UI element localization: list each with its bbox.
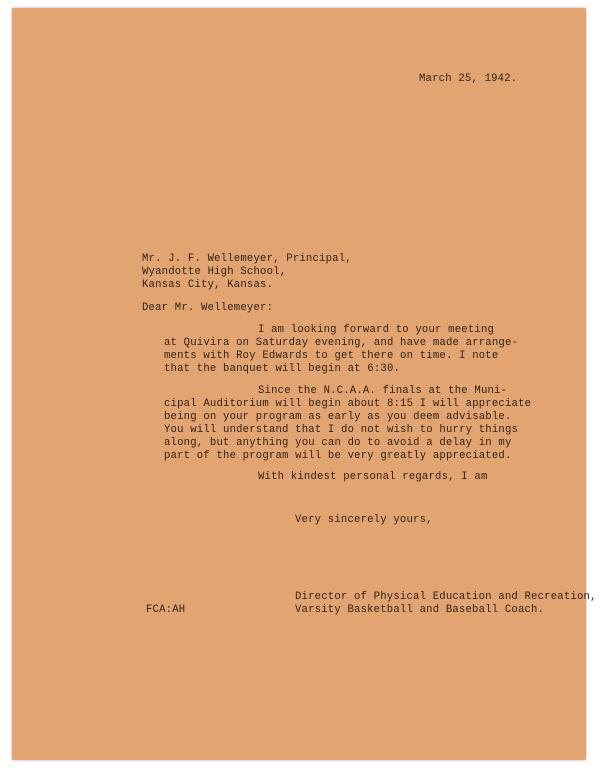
paragraph-1-line: ments with Roy Edwards to get there on time. I note: [164, 350, 499, 362]
reference-initials: FCA:AH: [146, 604, 186, 616]
closing-remark: With kindest personal regards, I am: [258, 471, 488, 483]
letter-page: [12, 8, 597, 760]
inside-address-line: Kansas City, Kansas.: [142, 279, 274, 291]
inside-address-line: Mr. J. F. Wellemeyer, Principal,: [142, 253, 352, 265]
paragraph-2-line: being on your program as early as you deem advisable.: [164, 411, 512, 423]
salutation: Dear Mr. Wellemeyer:: [142, 302, 274, 314]
paragraph-2-line: Since the N.C.A.A. finals at the Muni-: [258, 385, 508, 397]
inside-address-line: Wyandotte High School,: [142, 266, 287, 278]
complimentary-close: Very sincerely yours,: [295, 514, 433, 526]
paragraph-2-line: cipal Auditorium will begin about 8:15 I will appreciate: [164, 398, 532, 410]
paragraph-1-line: I am looking forward to your meeting: [258, 324, 495, 336]
paragraph-1-line: at Quivira on Saturday evening, and have made arrange-: [164, 337, 519, 349]
signature-title-line: Varsity Basketball and Baseball Coach.: [295, 604, 545, 616]
paragraph-2-line: part of the program will be very greatly appreciated.: [164, 450, 512, 462]
paragraph-2-line: along, but anything you can do to avoid a delay in my: [164, 437, 512, 449]
paragraph-1-line: that the banquet will begin at 6:30.: [164, 363, 401, 375]
letter-date: March 25, 1942.: [419, 73, 518, 85]
signature-title-line: Director of Physical Education and Recreation,: [295, 591, 597, 603]
paragraph-2-line: You will understand that I do not wish to hurry things: [164, 424, 519, 436]
